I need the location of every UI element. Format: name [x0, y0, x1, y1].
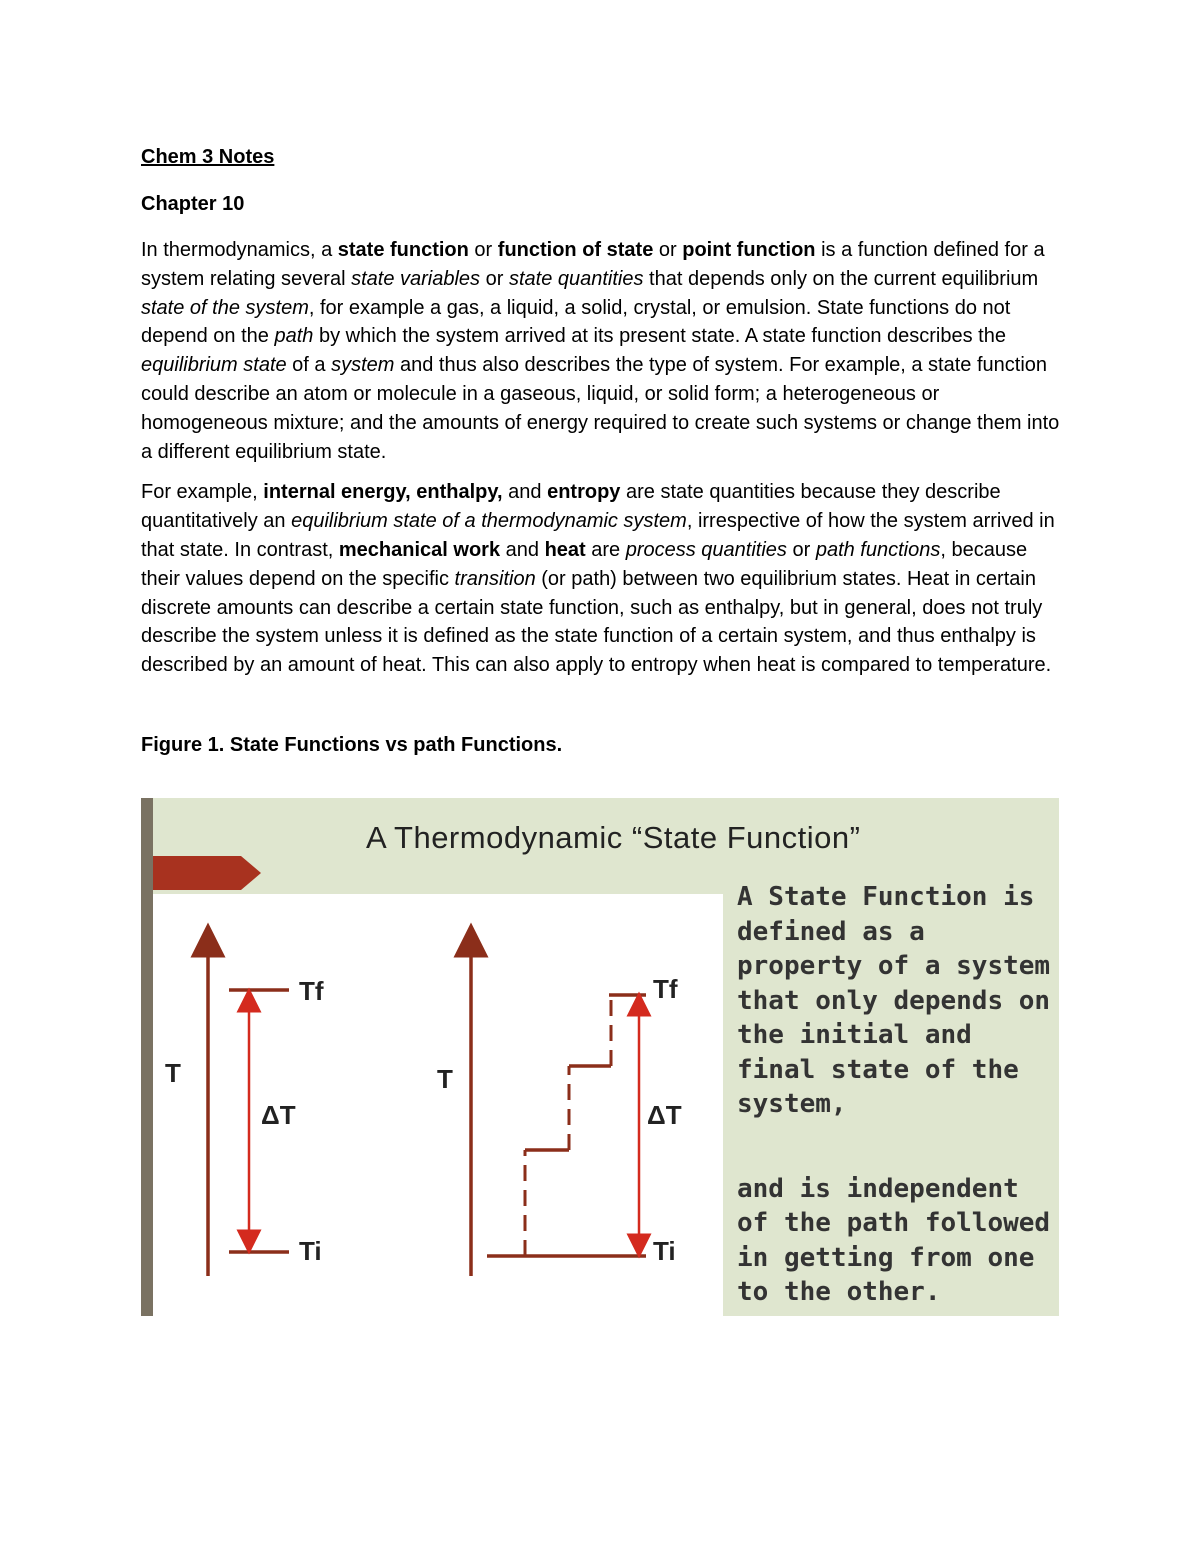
figure-title: A Thermodynamic “State Function” — [366, 820, 861, 855]
right-axis-label: T — [437, 1064, 453, 1094]
pointer-shape — [153, 856, 261, 890]
right-diagram — [471, 940, 646, 1276]
left-tf-label: Tf — [299, 976, 324, 1006]
right-ti-label: Ti — [653, 1236, 676, 1266]
state-function-definition — [737, 880, 1053, 1310]
right-tf-label: Tf — [653, 974, 678, 1004]
paragraph-1: In thermodynamics, a state function or function of state or point function is a function defined for a system relating several state variables or state quantities that depends only on the current equilibrium state of the system, for example a gas, a liquid, a solid, crystal, or emulsion. State functions do not depend on the path by which the system arrived at its present state. A state function describes the equilibrium state of a system and thus also describes the type of system. For example, a state function could describe an atom or molecule in a gaseous, liquid, or solid form; a heterogeneous or homogeneous mixture; and the amounts of energy required to create such systems or change them into a different equilibrium state. — [141, 239, 1060, 463]
left-axis-label: T — [165, 1058, 181, 1088]
definition-part-1: A State Function is defined as a property of a system that only depends on the initial and final state of the system, — [737, 882, 1051, 1119]
right-delta-label: ΔT — [647, 1100, 682, 1130]
document-page — [141, 140, 1066, 757]
left-delta-label: ΔT — [261, 1100, 296, 1130]
state-function-figure — [141, 798, 1059, 1316]
document-title: Chem 3 Notes — [141, 146, 275, 168]
left-ti-label: Ti — [299, 1236, 322, 1266]
chapter-heading: Chapter 10 — [141, 193, 245, 215]
figure-caption: Figure 1. State Functions vs path Functions. — [141, 733, 563, 756]
definition-part-2: and is independent of the path followed in getting from one to the other. — [737, 1173, 1051, 1307]
paragraph-2: For example, internal energy, enthalpy, and entropy are state quantities because they describe quantitatively an equilibrium state of a thermodynamic system, irrespective of how the system arrived in that state. In contrast, mechanical work and heat are process quantities or path functions, because their values depend on the specific transition (or path) between two equilibrium states. Heat in certain discrete amounts can describe a certain state function, such as enthalpy, but in general, does not truly describe the system unless it is defined as the state function of a certain system, and thus enthalpy is described by an amount of heat. This can also apply to entropy when heat is compared to temperature. — [141, 481, 1055, 677]
